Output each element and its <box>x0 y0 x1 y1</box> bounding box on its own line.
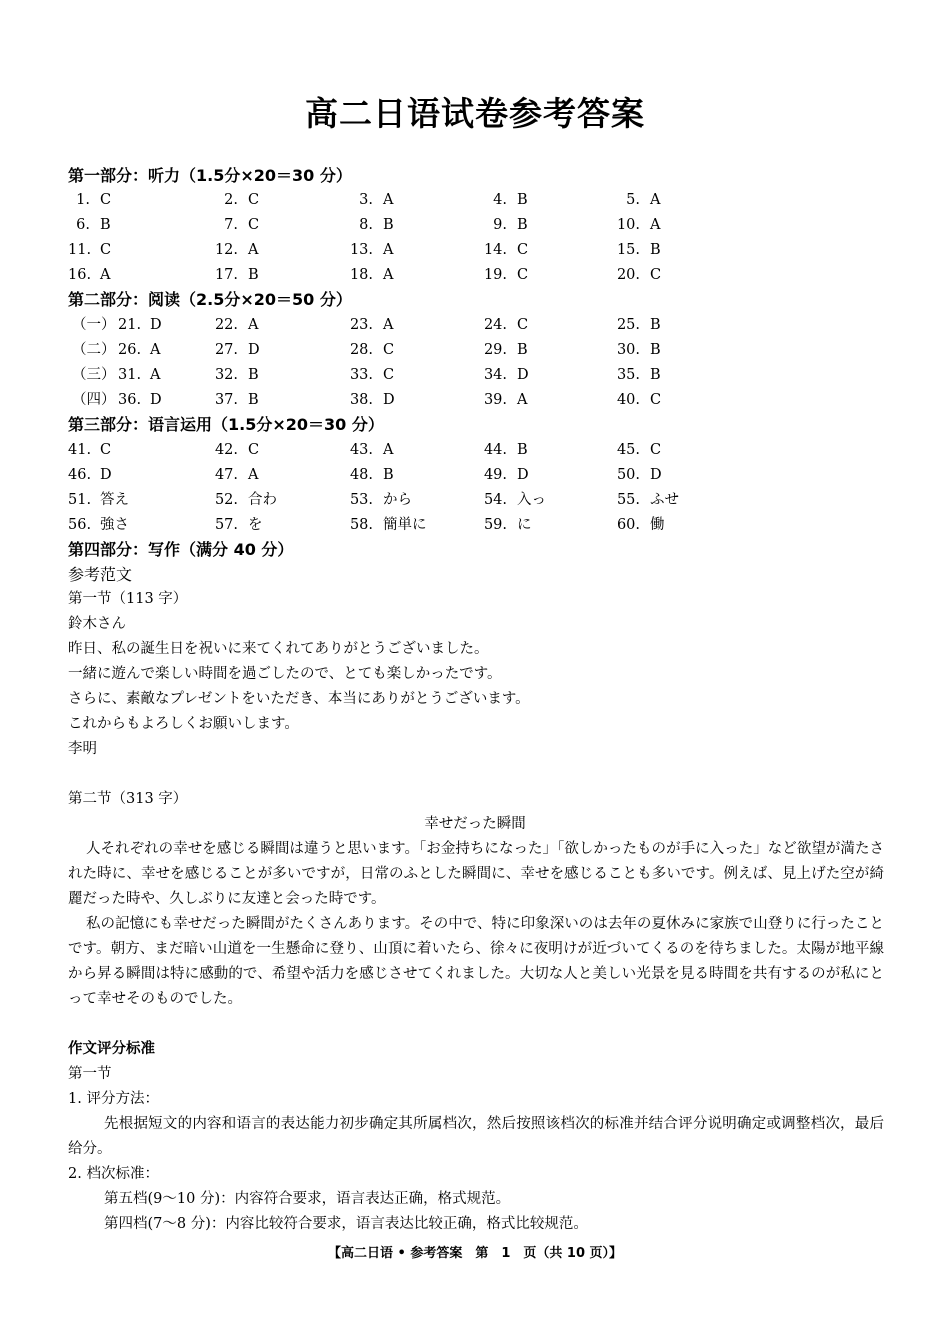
scoring-method-label: 1. 评分方法： <box>68 1091 159 1107</box>
question-number: 13. <box>349 242 373 258</box>
question-number: 12. <box>214 242 238 258</box>
answer-value: D <box>150 392 162 408</box>
answer-value: A <box>383 192 394 208</box>
answer-value: A <box>383 442 394 458</box>
answer-value: D <box>650 467 662 483</box>
answer-item <box>68 188 111 213</box>
essay-paragraph: 人それぞれの幸せを感じる瞬間は違うと思います。「お金持ちになった」「欲しかったものが手に入った」など欲望が満たされた時に、幸せを感じることが多いですが，日常のふとした瞬間に、幸せを感じることも多いです。例えば、見上げた空が綺麗だった時や、久しぶりに友達と会った時です。 <box>68 841 884 907</box>
answer-item <box>471 513 532 538</box>
question-number: 33. <box>349 367 373 383</box>
question-number: 46. <box>68 467 92 483</box>
answer-item <box>337 513 427 538</box>
answer-value: B <box>650 342 661 358</box>
question-number: 7. <box>224 217 238 233</box>
question-number: 51. <box>68 492 92 508</box>
question-number: 14. <box>483 242 507 258</box>
letter-line: 昨日、私の誕生日を祝いに来てくれてありがとうございました。 <box>68 641 489 657</box>
answer-value: 働 <box>650 517 665 533</box>
answer-item <box>471 338 528 363</box>
writing-part2-label: 第二节（313 字） <box>68 791 188 807</box>
answer-value: C <box>517 317 529 333</box>
answer-value: A <box>100 267 111 283</box>
answer-value: D <box>100 467 112 483</box>
answer-value: B <box>517 342 528 358</box>
answer-value: C <box>383 367 395 383</box>
question-number: 34. <box>483 367 507 383</box>
question-number: 24. <box>483 317 507 333</box>
answer-value: B <box>650 317 661 333</box>
answer-item <box>604 488 679 513</box>
answer-item <box>118 388 162 413</box>
answer-value: C <box>248 442 260 458</box>
section-heading-reading: 第二部分：阅读（2.5分×20＝50 分） <box>68 290 352 309</box>
answer-value: ふせ <box>650 492 679 508</box>
answer-value: C <box>100 442 112 458</box>
sample-essay-label: 参考范文 <box>68 565 133 584</box>
answer-row <box>0 213 950 238</box>
question-number: 27. <box>214 342 238 358</box>
question-number: 15. <box>616 242 640 258</box>
answer-value: を <box>248 517 263 533</box>
answer-item <box>337 188 393 213</box>
answer-item <box>604 313 661 338</box>
question-number: 38. <box>349 392 373 408</box>
answer-value: に <box>517 517 532 533</box>
answer-row <box>0 513 950 538</box>
answer-item <box>68 238 111 263</box>
question-number: 26. <box>118 342 142 358</box>
answer-value: A <box>650 192 661 208</box>
question-number: 57. <box>214 517 238 533</box>
answer-value: B <box>517 217 528 233</box>
answer-value: C <box>100 192 112 208</box>
answer-value: 強さ <box>100 517 129 533</box>
question-number: 40. <box>616 392 640 408</box>
answer-value: B <box>248 267 259 283</box>
essay-title: 幸せだった瞬間 <box>424 816 526 832</box>
answer-value: B <box>650 367 661 383</box>
answer-row <box>0 188 950 213</box>
answer-item <box>604 363 661 388</box>
question-number: 2. <box>224 192 238 208</box>
answer-row <box>0 438 950 463</box>
question-number: 49. <box>483 467 507 483</box>
question-number: 53. <box>349 492 373 508</box>
answer-item <box>604 438 661 463</box>
question-number: 3. <box>359 192 373 208</box>
answer-item <box>202 463 258 488</box>
answer-value: A <box>150 367 161 383</box>
question-number: 1. <box>76 192 90 208</box>
question-number: 31. <box>118 367 142 383</box>
answer-item <box>202 513 263 538</box>
question-number: 39. <box>483 392 507 408</box>
scoring-level: 第五档(9～10 分)：内容符合要求，语言表达正确，格式规范。 <box>104 1191 511 1207</box>
answer-item <box>604 213 660 238</box>
answer-item <box>604 238 661 263</box>
answer-item <box>202 313 258 338</box>
page-title: 高二日语试卷参考答案 <box>305 94 645 133</box>
question-number: 16. <box>68 267 92 283</box>
answer-item <box>202 438 259 463</box>
answer-value: D <box>150 317 162 333</box>
essay-paragraph: 私の記憶にも幸せだった瞬間がたくさんあります。その中で、特に印象深いのは去年の夏休みに家族で山登りに行ったことです。朝方、まだ暗い山道を一生懸命に登り、山頂に着いたら、徐々に夜明けが近づいてくるのを待ちました。太陽が地平線から昇る瞬間は特に感動的で、希望や活力を感じさせてくれました。大切な人と美しい光景を見る時間を共有するのが私にとって幸せそのものでした。 <box>68 916 884 1007</box>
answer-value: D <box>517 367 529 383</box>
answer-item <box>202 363 259 388</box>
answer-item <box>604 463 662 488</box>
question-number: 5. <box>626 192 640 208</box>
answer-item <box>68 488 129 513</box>
answer-item <box>202 238 258 263</box>
answer-value: 合わ <box>248 492 277 508</box>
question-number: 47. <box>214 467 238 483</box>
answer-value: から <box>383 492 412 508</box>
answer-value: C <box>383 342 395 358</box>
answer-value: A <box>383 267 394 283</box>
answer-value: C <box>650 392 662 408</box>
scoring-levels-label: 2. 档次标准： <box>68 1166 159 1182</box>
question-number: 4. <box>493 192 507 208</box>
question-number: 19. <box>483 267 507 283</box>
answer-item <box>68 263 110 288</box>
answer-value: D <box>517 467 529 483</box>
question-number: 50. <box>616 467 640 483</box>
answer-value: 答え <box>100 492 129 508</box>
letter-line: 李明 <box>68 741 97 757</box>
answer-item <box>68 513 129 538</box>
answer-item <box>471 463 529 488</box>
question-number: 29. <box>483 342 507 358</box>
answer-item <box>118 313 162 338</box>
question-number: 28. <box>349 342 373 358</box>
answer-value: B <box>517 442 528 458</box>
answer-value: D <box>383 392 395 408</box>
answer-item <box>337 313 393 338</box>
answer-item <box>604 263 661 288</box>
answer-item <box>471 488 546 513</box>
answer-value: B <box>248 392 259 408</box>
question-number: 18. <box>349 267 373 283</box>
reading-group-label: （一） <box>72 317 116 333</box>
question-number: 30. <box>616 342 640 358</box>
question-number: 41. <box>68 442 92 458</box>
answer-item <box>471 213 528 238</box>
answer-item <box>202 388 259 413</box>
writing-part1-label: 第一节（113 字） <box>68 591 188 607</box>
answer-row <box>0 488 950 513</box>
question-number: 42. <box>214 442 238 458</box>
question-number: 6. <box>76 217 90 233</box>
letter-line: これからもよろしくお願いします。 <box>68 716 299 732</box>
answer-value: 簡単に <box>383 517 427 533</box>
answer-item <box>471 263 528 288</box>
answer-item <box>118 338 160 363</box>
answer-row <box>0 463 950 488</box>
question-number: 56. <box>68 517 92 533</box>
answer-value: B <box>517 192 528 208</box>
answer-item <box>68 213 111 238</box>
answer-value: C <box>248 217 260 233</box>
question-number: 58. <box>349 517 373 533</box>
letter-line: 鈴木さん <box>68 616 126 632</box>
answer-item <box>202 213 259 238</box>
answer-item <box>471 313 528 338</box>
scoring-method-text: 先根据短文的内容和语言的表达能力初步确定其所属档次，然后按照该档次的标准并结合评分说明确定或调整档次，最后给分。 <box>68 1116 884 1157</box>
question-number: 20. <box>616 267 640 283</box>
answer-row <box>0 363 950 388</box>
question-number: 48. <box>349 467 373 483</box>
question-number: 43. <box>349 442 373 458</box>
question-number: 35. <box>616 367 640 383</box>
answer-item <box>604 188 660 213</box>
answer-item <box>604 513 665 538</box>
answer-item <box>68 463 112 488</box>
section-heading-language: 第三部分：语言运用（1.5分×20＝30 分） <box>68 415 384 434</box>
question-number: 10. <box>616 217 640 233</box>
answer-row <box>0 338 950 363</box>
answer-item <box>337 363 394 388</box>
answer-value: C <box>517 267 529 283</box>
answer-item <box>604 388 661 413</box>
answer-value: A <box>248 242 259 258</box>
answer-item <box>68 438 111 463</box>
question-number: 54. <box>483 492 507 508</box>
question-number: 52. <box>214 492 238 508</box>
question-number: 36. <box>118 392 142 408</box>
answer-item <box>471 388 527 413</box>
answer-row <box>0 238 950 263</box>
answer-value: D <box>248 342 260 358</box>
answer-value: A <box>248 467 259 483</box>
question-number: 25. <box>616 317 640 333</box>
page-footer: 【高二日语 • 参考答案 第 1 页（共 10 页）】 <box>327 1246 623 1261</box>
answer-value: A <box>150 342 161 358</box>
answer-item <box>337 488 412 513</box>
answer-item <box>337 388 395 413</box>
answer-value: B <box>248 367 259 383</box>
answer-value: A <box>517 392 528 408</box>
answer-value: B <box>383 467 394 483</box>
question-number: 45. <box>616 442 640 458</box>
section-heading-listening: 第一部分：听力（1.5分×20＝30 分） <box>68 166 352 185</box>
answer-item <box>471 188 528 213</box>
reading-group-label: （四） <box>72 392 116 408</box>
answer-item <box>202 338 260 363</box>
answer-item <box>337 338 394 363</box>
question-number: 60. <box>616 517 640 533</box>
reading-group-label: （二） <box>72 342 116 358</box>
answer-value: A <box>248 317 259 333</box>
answer-value: C <box>517 242 529 258</box>
question-number: 17. <box>214 267 238 283</box>
answer-value: C <box>100 242 112 258</box>
scoring-part-label: 第一节 <box>68 1066 112 1082</box>
question-number: 44. <box>483 442 507 458</box>
question-number: 55. <box>616 492 640 508</box>
answer-row <box>0 388 950 413</box>
answer-value: C <box>650 267 662 283</box>
question-number: 11. <box>68 242 92 258</box>
question-number: 9. <box>493 217 507 233</box>
answer-value: C <box>650 442 662 458</box>
answer-item <box>337 238 393 263</box>
answer-value: A <box>383 317 394 333</box>
scoring-heading: 作文评分标准 <box>68 1041 155 1057</box>
answer-value: B <box>383 217 394 233</box>
question-number: 8. <box>359 217 373 233</box>
question-number: 32. <box>214 367 238 383</box>
section-heading-writing: 第四部分：写作（满分 40 分） <box>68 540 294 559</box>
answer-item <box>337 463 394 488</box>
question-number: 59. <box>483 517 507 533</box>
answer-item <box>471 438 528 463</box>
question-number: 22. <box>214 317 238 333</box>
answer-value: 入っ <box>517 492 546 508</box>
reading-group-label: （三） <box>72 367 116 383</box>
answer-item <box>337 263 393 288</box>
answer-item <box>471 363 529 388</box>
answer-value: C <box>248 192 260 208</box>
answer-item <box>337 213 394 238</box>
answer-row <box>0 313 950 338</box>
answer-item <box>471 238 528 263</box>
letter-line: 一緒に遊んで楽しい時間を過ごしたので、とても楽しかったです。 <box>68 666 502 682</box>
answer-item <box>202 188 259 213</box>
answer-item <box>604 338 661 363</box>
answer-row <box>0 263 950 288</box>
question-number: 21. <box>118 317 142 333</box>
answer-value: A <box>650 217 661 233</box>
answer-value: A <box>383 242 394 258</box>
answer-item <box>202 263 259 288</box>
answer-item <box>202 488 277 513</box>
question-number: 23. <box>349 317 373 333</box>
answer-value: B <box>100 217 111 233</box>
answer-item <box>118 363 160 388</box>
answer-value: B <box>650 242 661 258</box>
question-number: 37. <box>214 392 238 408</box>
answer-item <box>337 438 393 463</box>
scoring-level: 第四档(7～8 分)：内容比较符合要求，语言表达比较正确，格式比较规范。 <box>104 1216 588 1232</box>
letter-line: さらに、素敵なプレゼントをいただき、本当にありがとうございます。 <box>68 691 530 707</box>
